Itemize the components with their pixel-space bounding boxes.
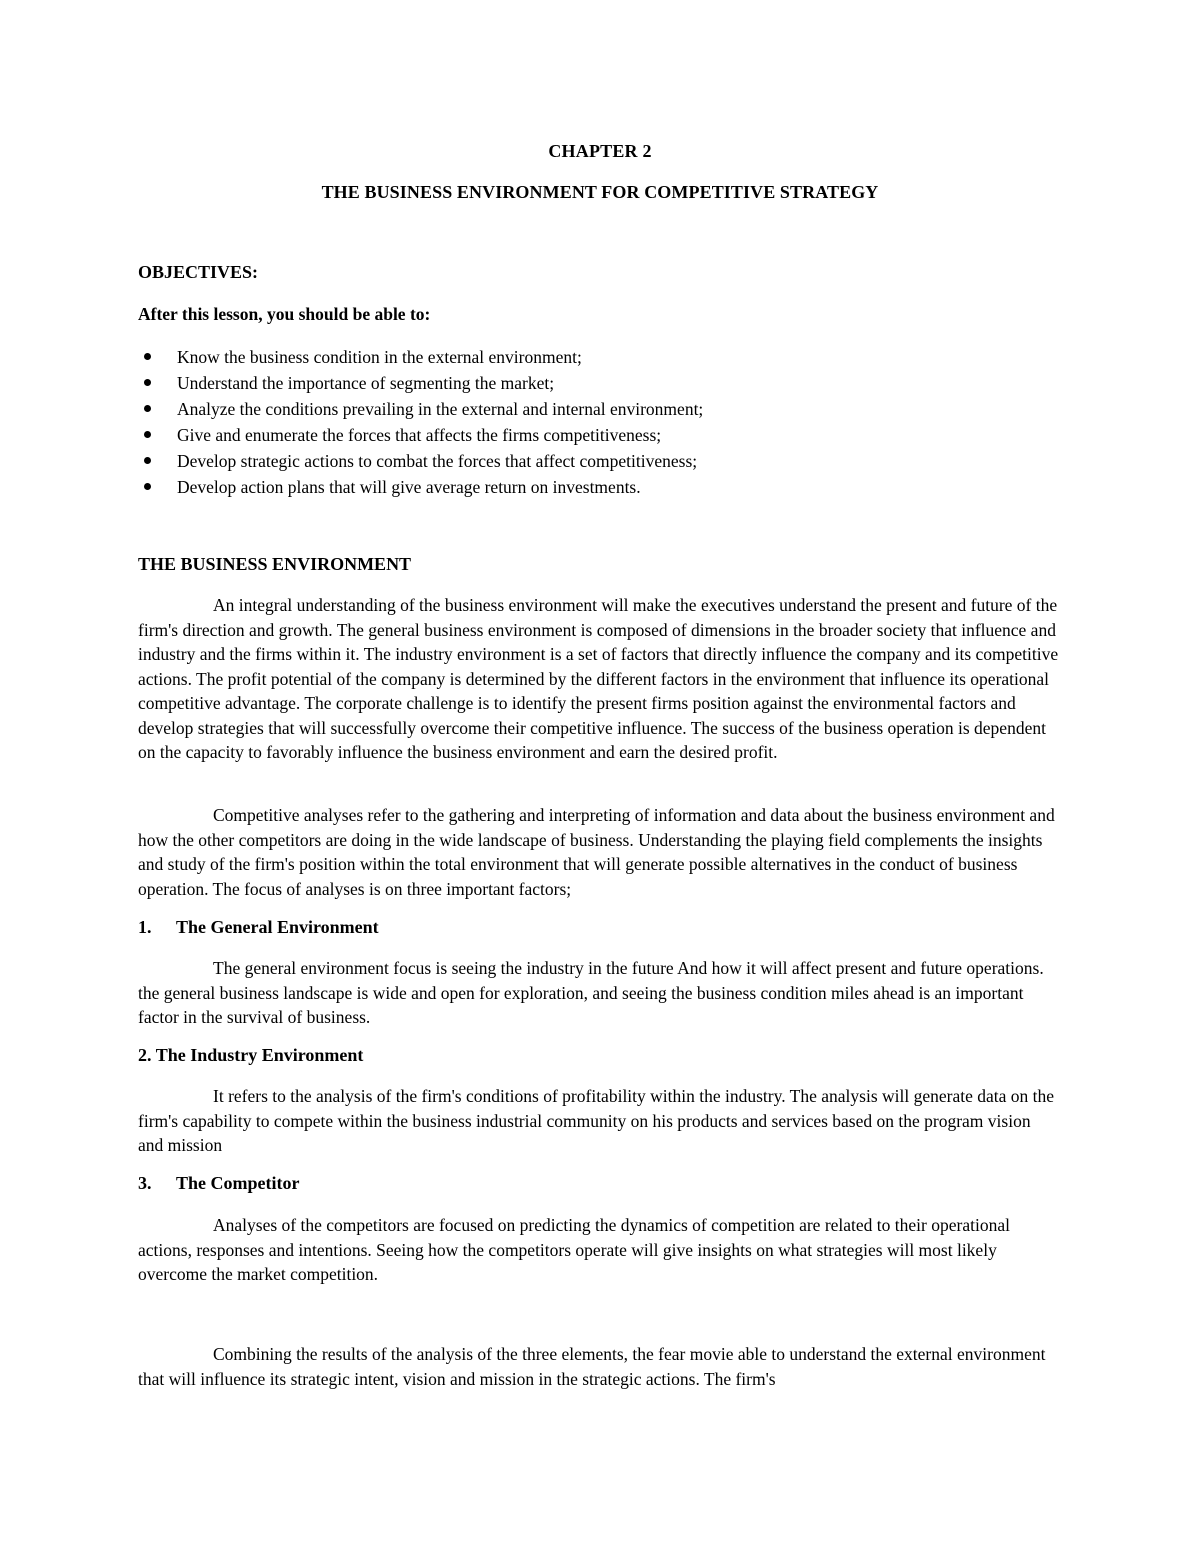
section-number: 2. bbox=[138, 1045, 152, 1065]
section-number: 1. bbox=[138, 917, 152, 937]
section-title: The Competitor bbox=[176, 1173, 300, 1193]
objective-item: Develop strategic actions to combat the forces that affect competitiveness; bbox=[138, 448, 703, 474]
business-environment-paragraph-2 bbox=[138, 803, 1060, 901]
objective-item: Analyze the conditions prevailing in the external and internal environment; bbox=[138, 396, 703, 422]
paragraph-text: Combining the results of the analysis of the three elements, the fear movie able to understand the external environment that will influence its strategic intent, vision and mission in the strategic actions. The firm's bbox=[138, 1344, 1046, 1389]
objectives-list bbox=[138, 344, 703, 500]
objective-item: Know the business condition in the external environment; bbox=[138, 344, 703, 370]
objective-item: Understand the importance of segmenting the market; bbox=[138, 370, 703, 396]
section-text-general-environment bbox=[138, 956, 1060, 1030]
chapter-title: THE BUSINESS ENVIRONMENT FOR COMPETITIVE STRATEGY bbox=[321, 182, 879, 202]
closing-paragraph bbox=[138, 1342, 1060, 1391]
paragraph-text: Competitive analyses refer to the gathering and interpreting of information and data about the business environment and how the other competitors are doing in the wide landscape of business. Understanding the playing field complements the insights and study of the firm's position within the total environment that will generate possible alternatives in the conduct of business operation. The focus of analyses is on three important factors; bbox=[138, 805, 1055, 899]
business-environment-heading: THE BUSINESS ENVIRONMENT bbox=[138, 554, 412, 574]
section-number: 3. bbox=[138, 1173, 152, 1193]
paragraph-text: Analyses of the competitors are focused on predicting the dynamics of competition are related to their operational actions, responses and intentions. Seeing how the competitors operate will give insights on what strategies will most likely overcome the market competition. bbox=[138, 1215, 1010, 1284]
section-heading-industry-environment bbox=[138, 1045, 363, 1066]
section-title: The General Environment bbox=[176, 917, 379, 937]
chapter-label: CHAPTER 2 bbox=[548, 141, 652, 161]
section-text-competitor bbox=[138, 1213, 1060, 1287]
objectives-heading: OBJECTIVES: bbox=[138, 262, 259, 282]
section-heading-competitor bbox=[138, 1173, 299, 1194]
objective-item: Develop action plans that will give average return on investments. bbox=[138, 474, 703, 500]
paragraph-text: An integral understanding of the business environment will make the executives understand the present and future of the firm's direction and growth. The general business environment is composed of dimensions in the broader society that influence and industry and the firms within it. The industry environment is a set of factors that directly influence the company and its competitive actions. The profit potential of the company is determined by the different factors in the environment that influence its operational competitive advantage. The corporate challenge is to identify the present firms position against the environmental factors and develop strategies that will successfully overcome their competitive influence. The success of the business operation is dependent on the capacity to favorably influence the business environment and earn the desired profit. bbox=[138, 595, 1059, 762]
objective-item: Give and enumerate the forces that affects the firms competitiveness; bbox=[138, 422, 703, 448]
business-environment-paragraph-1 bbox=[138, 593, 1060, 765]
paragraph-text: It refers to the analysis of the firm's conditions of profitability within the industry. The analysis will generate data on the firm's capability to compete within the business industrial community on his products and services based on the program vision and mission bbox=[138, 1086, 1055, 1155]
objectives-intro: After this lesson, you should be able to: bbox=[138, 304, 431, 324]
paragraph-text: The general environment focus is seeing the industry in the future And how it will affect present and future operations. the general business landscape is wide and open for exploration, and seeing the business condition miles ahead is an important factor in the survival of business. bbox=[138, 958, 1044, 1027]
section-title: The Industry Environment bbox=[155, 1045, 364, 1065]
section-heading-general-environment bbox=[138, 917, 379, 938]
section-text-industry-environment bbox=[138, 1084, 1060, 1158]
